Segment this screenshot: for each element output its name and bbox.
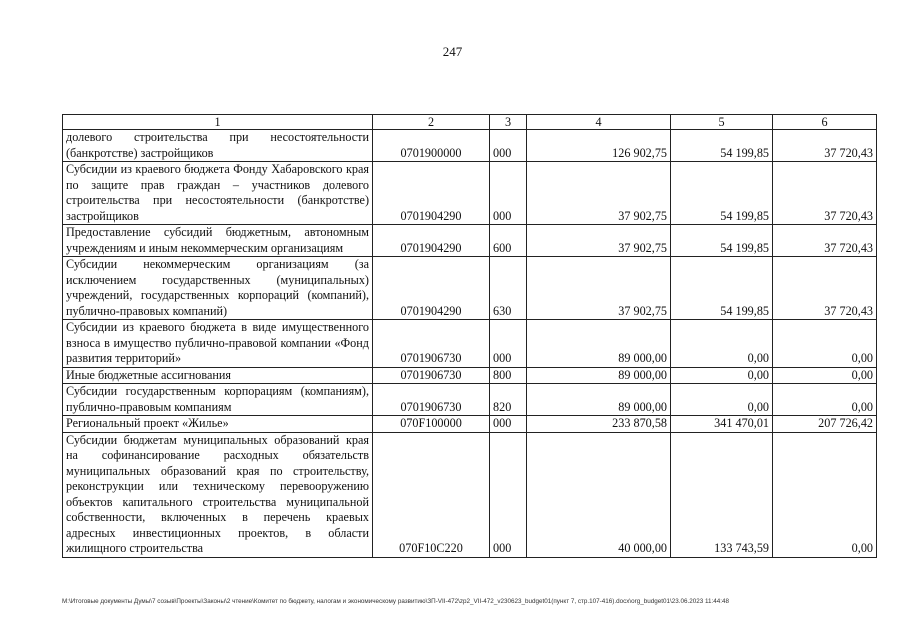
row-code: 0701906730 [373, 367, 490, 384]
table-header-row [63, 115, 877, 130]
row-code: 0701900000 [373, 130, 490, 162]
row-expense-type: 000 [490, 416, 527, 433]
column-header: 6 [773, 115, 877, 130]
row-name: долевого строительства при несостоятельности (банкротстве) застройщиков [63, 130, 373, 162]
row-value-1: 89 000,00 [527, 367, 671, 384]
row-code: 070F100000 [373, 416, 490, 433]
row-expense-type: 600 [490, 225, 527, 257]
row-value-2: 54 199,85 [671, 130, 773, 162]
row-value-2: 0,00 [671, 384, 773, 416]
column-header: 5 [671, 115, 773, 130]
table-row [63, 416, 877, 433]
row-value-2: 133 743,59 [671, 432, 773, 557]
row-expense-type: 000 [490, 130, 527, 162]
row-value-3: 37 720,43 [773, 162, 877, 225]
table-row [63, 320, 877, 368]
row-expense-type: 820 [490, 384, 527, 416]
row-name: Иные бюджетные ассигнования [63, 367, 373, 384]
row-code: 0701904290 [373, 162, 490, 225]
row-value-1: 126 902,75 [527, 130, 671, 162]
row-value-1: 40 000,00 [527, 432, 671, 557]
row-expense-type: 000 [490, 162, 527, 225]
row-value-3: 0,00 [773, 367, 877, 384]
row-value-3: 37 720,43 [773, 225, 877, 257]
table-row [63, 257, 877, 320]
row-code: 0701904290 [373, 225, 490, 257]
row-name: Субсидии бюджетам муниципальных образований края на софинансирование расходных обязательств муниципальных образований края по строительству, реконструкции или техническому перевооружению объектов капитального строительства муниципальной собственности, включенных в перечень краевых адресных инвестиционных проектов, в области жилищного строительства [63, 432, 373, 557]
table-row [63, 130, 877, 162]
row-name: Региональный проект «Жилье» [63, 416, 373, 433]
column-header: 4 [527, 115, 671, 130]
row-code: 0701906730 [373, 384, 490, 416]
row-value-2: 0,00 [671, 320, 773, 368]
table-row [63, 367, 877, 384]
table-row [63, 432, 877, 557]
row-value-3: 0,00 [773, 320, 877, 368]
row-name: Субсидии некоммерческим организациям (за исключением государственных (муниципальных) учреждений, государственных корпораций (компаний), публично-правовых компаний) [63, 257, 373, 320]
row-name: Предоставление субсидий бюджетным, автономным учреждениям и иным некоммерческим организациям [63, 225, 373, 257]
row-value-2: 54 199,85 [671, 225, 773, 257]
row-value-2: 0,00 [671, 367, 773, 384]
row-name: Субсидии государственным корпорациям (компаниям), публично-правовым компаниям [63, 384, 373, 416]
column-header: 3 [490, 115, 527, 130]
budget-table [62, 114, 877, 558]
row-name: Субсидии из краевого бюджета Фонду Хабаровского края по защите прав граждан – участников долевого строительства при несостоятельности (банкротстве) застройщиков [63, 162, 373, 225]
table-row [63, 225, 877, 257]
row-code: 0701904290 [373, 257, 490, 320]
row-value-3: 207 726,42 [773, 416, 877, 433]
row-value-1: 89 000,00 [527, 320, 671, 368]
row-value-3: 37 720,43 [773, 130, 877, 162]
row-value-3: 37 720,43 [773, 257, 877, 320]
row-value-3: 0,00 [773, 432, 877, 557]
table-row [63, 384, 877, 416]
row-code: 0701906730 [373, 320, 490, 368]
row-expense-type: 630 [490, 257, 527, 320]
row-expense-type: 000 [490, 320, 527, 368]
row-value-3: 0,00 [773, 384, 877, 416]
row-expense-type: 000 [490, 432, 527, 557]
table-row [63, 162, 877, 225]
row-value-1: 89 000,00 [527, 384, 671, 416]
column-header: 2 [373, 115, 490, 130]
row-value-1: 37 902,75 [527, 257, 671, 320]
row-code: 070F10С220 [373, 432, 490, 557]
row-value-1: 37 902,75 [527, 225, 671, 257]
row-expense-type: 800 [490, 367, 527, 384]
row-value-1: 37 902,75 [527, 162, 671, 225]
page-number: 247 [442, 44, 463, 59]
row-name: Субсидии из краевого бюджета в виде имущественного взноса в имущество публично-правовой компании «Фонд развития территорий» [63, 320, 373, 368]
row-value-2: 54 199,85 [671, 162, 773, 225]
row-value-1: 233 870,58 [527, 416, 671, 433]
footer-file-path: M:\Итоговые документы Думы\7 созыв\Проекты\Законы\2 чтение\Комитет по бюджету, налогам и экономическому развитию\ЗП-VII-472\zp2_VII-472_v230623_budget01(пункт 7, стр.107-416).docx\org_budget01\23.06.2023 11:44:48 [62, 598, 730, 605]
column-header: 1 [63, 115, 373, 130]
row-value-2: 54 199,85 [671, 257, 773, 320]
row-value-2: 341 470,01 [671, 416, 773, 433]
